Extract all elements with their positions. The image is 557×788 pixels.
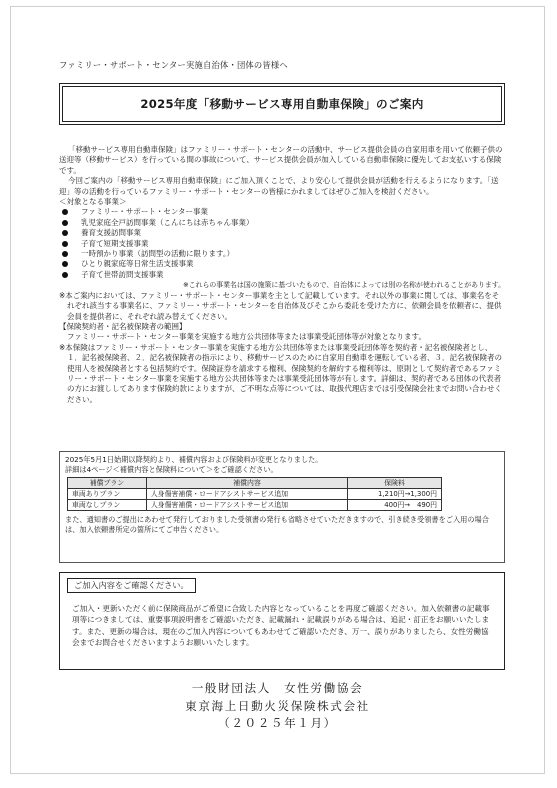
list-item: 一時預かり事業（訪問型の活動に限ります。） bbox=[59, 249, 505, 259]
issue-date: （２０２５年１月） bbox=[218, 716, 337, 730]
confirm-label: ご加入内容をご確認ください。 bbox=[67, 578, 196, 593]
body-text bbox=[59, 145, 505, 405]
table-cell: 車両なしプラン bbox=[68, 500, 147, 511]
notice-line-1: 2025年5月1日始期以降契約より、補償内容および保険料が変更となりました。 bbox=[65, 455, 323, 464]
table-cell: 人身傷害補償・ロードアシストサービス追加 bbox=[146, 500, 347, 511]
table-row bbox=[68, 500, 442, 511]
table-row bbox=[68, 489, 442, 500]
table-cell: 400円→ 490円 bbox=[348, 500, 442, 511]
issuer-association: 一般財団法人 女性労働協会 bbox=[191, 681, 364, 695]
premium-table bbox=[67, 477, 442, 511]
table-cell: 車両ありプラン bbox=[68, 489, 147, 500]
confirm-box bbox=[59, 572, 505, 670]
change-notice-box bbox=[59, 451, 505, 563]
title-box bbox=[59, 83, 505, 125]
contract-note: ※本保険はファミリー・サポート・センター事業を実施する地方公共団体等または事業受託団体等を契約者・記名被保険者とし、１．記名被保険者、２．記名被保険者の指示により、移動サービスのために自家用自動車を運転している者、３．記名被保険者の使用人を被保険者とする包括契約です。保険証券を請求する権利、保険契約を解約する権利等は、原則として契約者であるファミリー・サポート・センター事業を実施する地方公共団体等または事業受託団体等が有します。詳細は、契約者である団体の代表者の方にお渡ししてあります保険約款によりますが、ご不明な点等については、取扱代理店までは引受保険会社までお問い合わせください。 bbox=[59, 342, 502, 404]
table-header: 保険料 bbox=[348, 478, 442, 489]
table-cell: 人身傷害補償・ロードアシストサービス追加 bbox=[146, 489, 347, 500]
document-page bbox=[10, 6, 545, 774]
intro-paragraph-2: 今回ご案内の「移動サービス専用自動車保険」にご加入頂くことで、より安心して提供会員が活動を行えるようになります。「送迎」等の活動を行っているファミリー・サポート・センターの皆様にかれましてはぜひご加入を検討ください。 bbox=[59, 176, 499, 196]
reading-note: ※本ご案内においては、ファミリー・サポート・センター事業を主として記載しています。それ以外の事業に関しては、事業名をそれぞれ該当する事業名に、ファミリー・サポート・センターを自治体及びそこから委託を受けた方に、依頼会員を依頼者に、提供会員を提供者に、それぞれ読み替えてください。 bbox=[59, 290, 502, 321]
addressee: ファミリー・サポート・センター実施自治体・団体の皆様へ bbox=[59, 60, 288, 70]
list-item: 乳児家庭全戸訪問事業（こんにちは赤ちゃん事業） bbox=[59, 218, 505, 228]
notice-line-2: 詳細は4ページ＜補償内容と保険料について＞をご確認ください。 bbox=[65, 464, 278, 474]
table-header: 補償プラン bbox=[68, 478, 147, 489]
intro-paragraph-1: 「移動サービス専用自動車保険」はファミリー・サポート・センターの活動中、サービス提供会員の自家用車を用いて依頼子供の送迎等（移動サービス）を行っている間の事故について、サービス提供会員が加入している自動車保険に優先してお支払いする保険です。 bbox=[59, 145, 503, 175]
insured-heading: 【保険契約者・記名被保険者の範囲】 bbox=[59, 321, 187, 331]
targets-list bbox=[59, 207, 505, 280]
issuer-insurer: 東京海上日動火災保険株式会社 bbox=[185, 698, 370, 713]
list-item: 養育支援訪問事業 bbox=[59, 228, 505, 238]
list-item: ファミリー・サポート・センター事業 bbox=[59, 207, 505, 217]
list-item: 子育て短期支援事業 bbox=[59, 239, 505, 249]
targets-heading: ＜対象となる事業＞ bbox=[59, 197, 127, 207]
table-cell: 1,210円→1,300円 bbox=[348, 489, 442, 500]
footer bbox=[11, 680, 544, 733]
table-header-row bbox=[68, 478, 442, 489]
page-title: 2025年度「移動サービス専用自動車保険」のご案内 bbox=[140, 97, 424, 111]
confirm-text: ご加入・更新いただく前に保険商品がご希望に合致した内容となっていることを再度ご確認ください。加入依頼書の記載事項等につきましては、重要事項説明書をご確認いただき、記載漏れ・記載誤りがある場合は、追記・訂正をお願いいたします。また、更新の場合は、現在のご加入内容についてもあわせてご確認いただき、万一、誤りがありましたら、女性労働協会までお問合せくださいますようお願いいたします。 bbox=[72, 604, 490, 648]
notice-line-3: また、通知書のご提出にあわせて発行しておりました受領書の発行も省略させていただきますので、引き続き受領書をご入用の場合は、加入依頼書所定の箇所にてご申告ください。 bbox=[65, 515, 489, 534]
list-item: ひとり親家庭等日常生活支援事業 bbox=[59, 259, 505, 269]
list-item: 子育て世帯訪問支援事業 bbox=[59, 270, 505, 280]
targets-note: ※これらの事業名は国の施策に基づいたもので、自治体によっては別の名称が使われることがあります。 bbox=[182, 281, 505, 290]
insured-text: ファミリー・サポート・センター事業を実施する地方公共団体等または事業受託団体等が対象となります。 bbox=[67, 332, 426, 342]
table-header: 補償内容 bbox=[146, 478, 347, 489]
